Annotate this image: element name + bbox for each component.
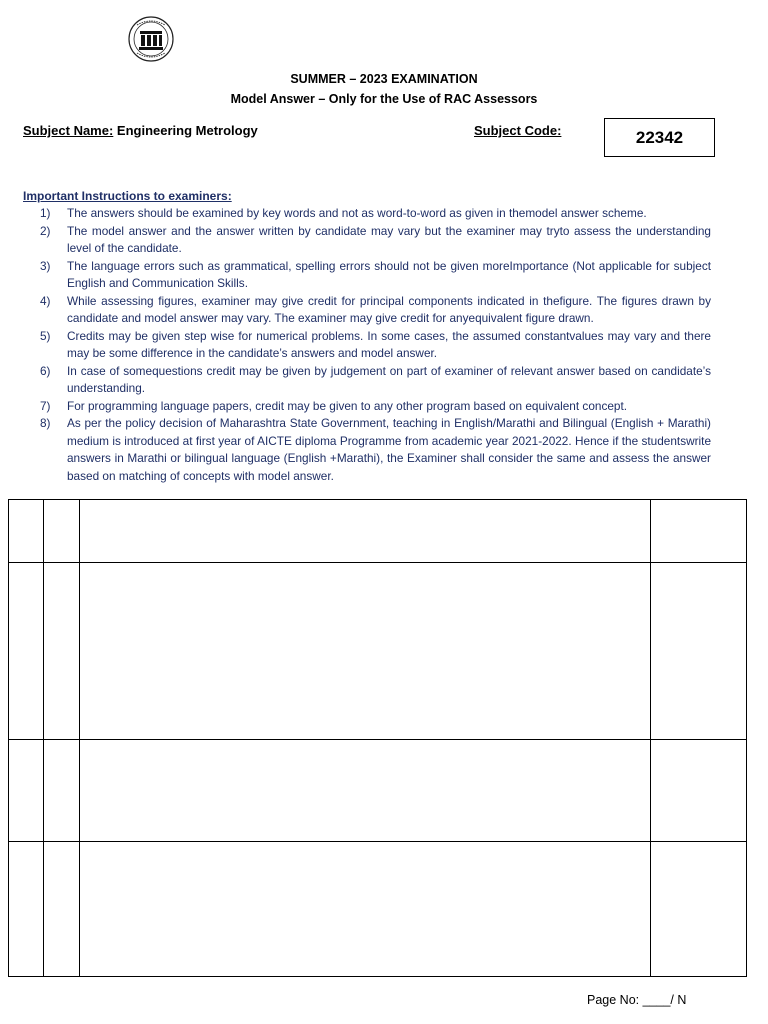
table-cell: [80, 842, 651, 977]
table-cell: [44, 842, 80, 977]
instruction-item: [40, 398, 711, 416]
table-row: [9, 563, 747, 740]
instruction-text: While assessing figures, examiner may give credit for principal components indicated in thefigure. The figures drawn by candidate and model answer may vary. The examiner may give credit for anyequivalent figure drawn.: [67, 293, 711, 325]
instruction-number: 8): [40, 416, 51, 430]
instruction-number: 3): [40, 258, 51, 273]
instruction-number: 1): [40, 206, 51, 220]
table-cell: [80, 563, 651, 740]
instructions-list: [40, 205, 711, 485]
table-row: [9, 842, 747, 977]
table-cell: [9, 500, 44, 563]
table-cell: [9, 740, 44, 842]
instruction-item: [40, 205, 711, 223]
instructions-title: Important Instructions to examiners:: [23, 189, 232, 203]
table-cell: [9, 563, 44, 740]
table-row: [9, 500, 747, 563]
instruction-number: 7): [40, 398, 51, 413]
subject-name-row: [23, 123, 258, 138]
institution-emblem-icon: [124, 14, 178, 64]
subject-code-box: [604, 118, 715, 157]
table-cell: [651, 500, 747, 563]
exam-title: SUMMER – 2023 EXAMINATION: [290, 72, 478, 86]
instruction-text: In case of somequestions credit may be given by judgement on part of examiner of relevant answer based on candidate’s understanding.: [67, 363, 711, 395]
subject-name-value: Engineering Metrology: [113, 123, 258, 138]
table-row: [9, 740, 747, 842]
table-cell: [9, 842, 44, 977]
instruction-number: 6): [40, 363, 51, 378]
instruction-text: The answers should be examined by key words and not as word-to-word as given in themodel answer scheme.: [67, 206, 647, 220]
table-cell: [651, 842, 747, 977]
exam-subtitle: Model Answer – Only for the Use of RAC Assessors: [230, 92, 538, 106]
instruction-number: 4): [40, 293, 51, 308]
instruction-item: [40, 363, 711, 398]
instruction-item: [40, 293, 711, 328]
instruction-item: [40, 258, 711, 293]
table-cell: [651, 740, 747, 842]
instruction-number: 2): [40, 223, 51, 238]
instruction-text: The model answer and the answer written by candidate may vary but the examiner may tryto assess the understanding level of the candidate.: [67, 223, 711, 255]
instruction-number: 5): [40, 328, 51, 343]
instruction-item: [40, 328, 711, 363]
table-cell: [44, 563, 80, 740]
instruction-item: [40, 223, 711, 258]
subject-code-value: 22342: [635, 127, 684, 147]
instruction-item: [40, 415, 711, 485]
instruction-text: The language errors such as grammatical, spelling errors should not be given moreImportance (Not applicable for subject English and Communication Skills.: [67, 258, 711, 290]
answer-table: [8, 499, 746, 976]
instruction-text: As per the policy decision of Maharashtra State Government, teaching in English/Marathi and Bilingual (English + Marathi) medium is introduced at first year of AICTE diploma Programme from academic year 2021-2022. Hence if the studentswrite answers in Marathi or bilingual language (English +Marathi), the Examiner shall consider the same and assess the answer based on matching of concepts with model answer.: [67, 416, 711, 483]
subject-name-label: Subject Name:: [23, 123, 114, 138]
table-cell: [44, 500, 80, 563]
table-cell: [80, 500, 651, 563]
table-cell: [44, 740, 80, 842]
instruction-text: Credits may be given step wise for numerical problems. In some cases, the assumed constantvalues may vary and there may be some difference in the candidate’s answers and model answer.: [67, 328, 711, 360]
table-cell: [651, 563, 747, 740]
subject-code-label: Subject Code:: [474, 123, 562, 138]
instruction-text: For programming language papers, credit may be given to any other program based on equivalent concept.: [67, 398, 628, 413]
table-cell: [80, 740, 651, 842]
page-number: Page No: ____/ N: [587, 993, 687, 1007]
